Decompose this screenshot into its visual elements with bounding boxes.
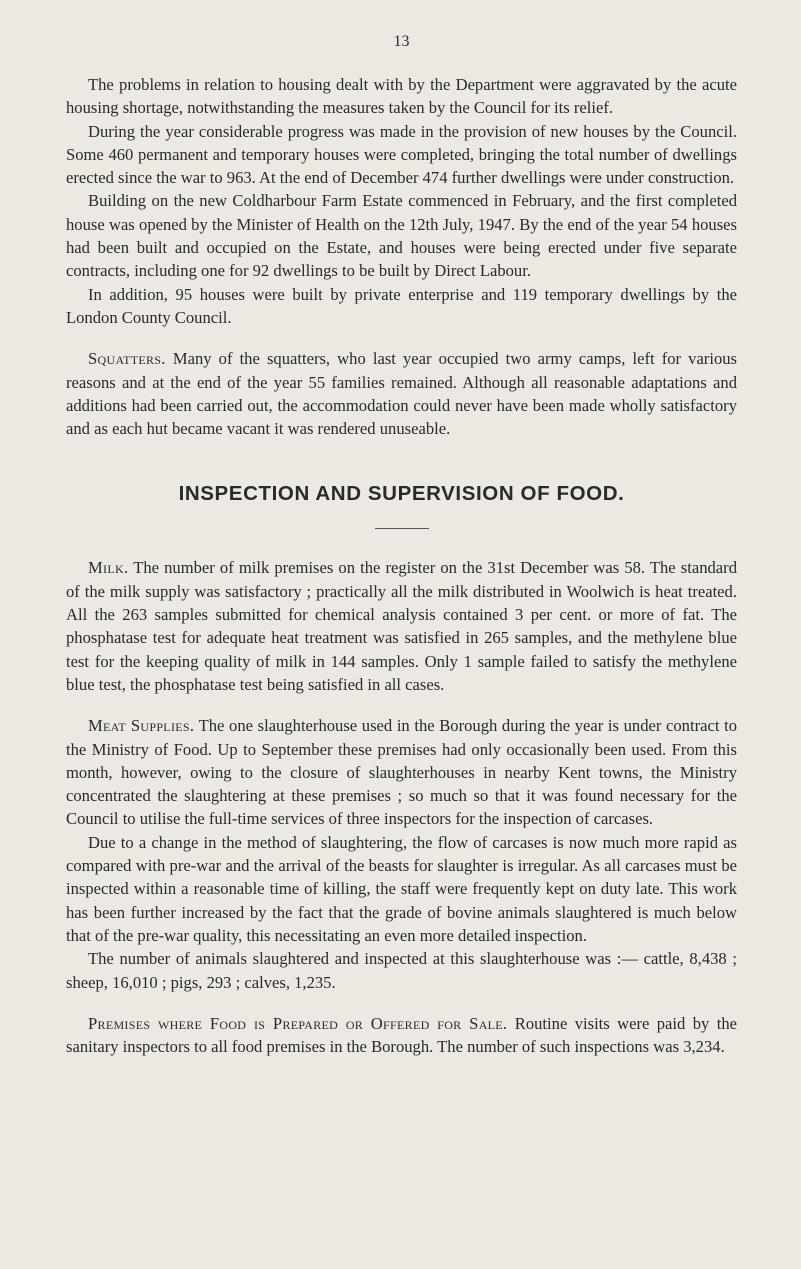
- housing-paragraph-1: The problems in relation to housing dealt with by the Department were aggravated by the acute housing shortage, notwithstanding the measures taken by the Council for its relief.: [66, 75, 737, 118]
- meat-paragraph-3: The number of animals slaughtered and inspected at this slaughterhouse was :— cattle, 8,438 ; sheep, 16,010 ; pigs, 293 ; calves, 1,235.: [66, 949, 737, 992]
- housing-paragraph-2: During the year considerable progress was made in the provision of new houses by the Council. Some 460 permanent and temporary houses were completed, bringing the total number of dwellings erected since the war to 963. At the end of December 474 further dwellings were under construction.: [66, 121, 737, 188]
- milk-text: The number of milk premises on the register on the 31st December was 58. The standard of the milk supply was satisfactory ; practically all the milk distributed in Woolwich is heat treated. All the 263 samples submitted for chemical analysis contained 3 per cent. or more of fat. The phosphatase test for adequate heat treatment was satisfied in 265 samples, and the methylene blue test for the keeping quality of milk in 144 samples. Only 1 sample failed to satisfy the methylene blue test, the phosphatase test being satisfied in all cases.: [66, 558, 737, 694]
- squatters-text: Many of the squatters, who last year occupied two army camps, left for various reasons and at the end of the year 55 families remained. Although all reasonable adaptations and additions had been carried out, the accommodation could never have been made wholly satisfactory and as each hut became vacant it was rendered unuseable.: [66, 349, 737, 439]
- premises-text: Routine visits were paid by the sanitary inspectors to all food premises in the Borough. The number of such inspections was 3,234.: [66, 1013, 737, 1057]
- section-divider: [375, 528, 429, 529]
- milk-paragraph: [66, 556, 737, 696]
- milk-heading: Milk.: [88, 558, 129, 578]
- squatters-paragraph: [66, 347, 737, 440]
- housing-paragraph-4: In addition, 95 houses were built by private enterprise and 119 temporary dwellings by the London County Council.: [66, 284, 737, 327]
- meat-text: The one slaughterhouse used in the Borough during the year is under contract to the Ministry of Food. Up to September these premises had only occasionally been used. From this month, however, owing to the closure of slaughterhouses in nearby Kent towns, the Ministry concentrated the slaughtering at these premises ; so much so that it was found necessary for the Council to utilise the full-time services of three inspectors for the inspection of carcases.: [66, 716, 737, 829]
- section-title: INSPECTION AND SUPERVISION OF FOOD.: [178, 482, 625, 506]
- squatters-heading: Squatters.: [88, 349, 166, 369]
- premises-heading: Premises where Food is Prepared or Offered for Sale.: [88, 1013, 508, 1033]
- meat-paragraph-2: Due to a change in the method of slaughtering, the flow of carcases is now much more rapid as compared with pre-war and the arrival of the beasts for slaughter is irregular. As all carcases must be inspected within a reasonable time of killing, the staff were frequently kept on duty late. This work has been further increased by the fact that the grade of bovine animals slaughtered is much below that of the pre-war quality, this necessitating an even more detailed inspection.: [66, 832, 737, 945]
- page-number: 13: [393, 33, 410, 50]
- meat-heading: Meat Supplies.: [88, 716, 195, 736]
- housing-paragraph-3: Building on the new Coldharbour Farm Estate commenced in February, and the first completed house was opened by the Minister of Health on the 12th July, 1947. By the end of the year 54 houses had been built and occupied on the Estate, and houses were being erected under five separate contracts, including one for 92 dwellings to be built by Direct Labour.: [66, 191, 737, 281]
- meat-paragraph-1: [66, 714, 737, 830]
- premises-paragraph: [66, 1012, 737, 1059]
